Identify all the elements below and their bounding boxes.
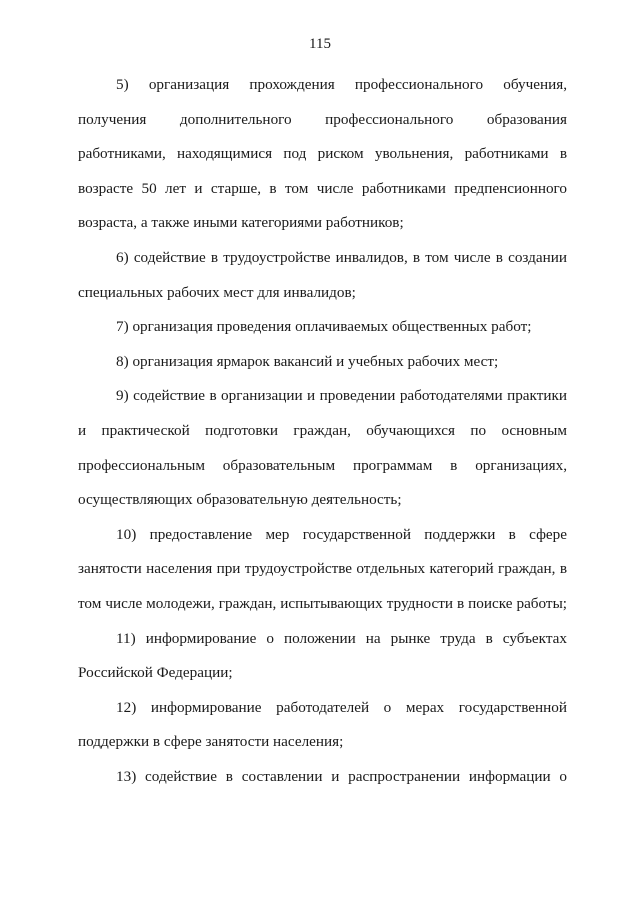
text-line: получения дополнительного профессионального образования <box>78 111 567 128</box>
text-line: и практической подготовки граждан, обучающихся по основным <box>78 422 567 439</box>
text-line: специальных рабочих мест для инвалидов; <box>78 284 356 301</box>
text-line: 11) информирование о положении на рынке труда в субъектах <box>116 630 567 647</box>
text-line: 12) информирование работодателей о мерах государственной <box>116 699 567 716</box>
text-line: 5) организация прохождения профессионального обучения, <box>116 76 567 93</box>
text-line: 6) содействие в трудоустройстве инвалидов, в том числе в создании <box>116 249 567 266</box>
text-line: 9) содействие в организации и проведении работодателями практики <box>116 387 567 404</box>
text-line: Российской Федерации; <box>78 664 233 681</box>
text-line: 7) организация проведения оплачиваемых общественных работ; <box>116 318 532 335</box>
text-line: 13) содействие в составлении и распространении информации о <box>116 768 567 785</box>
page-number: 115 <box>309 36 331 52</box>
text-line: профессиональным образовательным программам в организациях, <box>78 457 567 474</box>
text-line: осуществляющих образовательную деятельность; <box>78 491 402 508</box>
text-line: работниками, находящимися под риском увольнения, работниками в <box>78 145 567 162</box>
text-line: возрасте 50 лет и старше, в том числе работниками предпенсионного <box>78 180 567 197</box>
text-line: возраста, а также иными категориями работников; <box>78 214 404 231</box>
text-line: том числе молодежи, граждан, испытывающих трудности в поиске работы; <box>78 595 567 612</box>
text-line: занятости населения при трудоустройстве отдельных категорий граждан, в <box>78 560 567 577</box>
text-line: 10) предоставление мер государственной поддержки в сфере <box>116 526 567 543</box>
text-line: 8) организация ярмарок вакансий и учебных рабочих мест; <box>116 353 499 370</box>
text-line: поддержки в сфере занятости населения; <box>78 733 344 750</box>
